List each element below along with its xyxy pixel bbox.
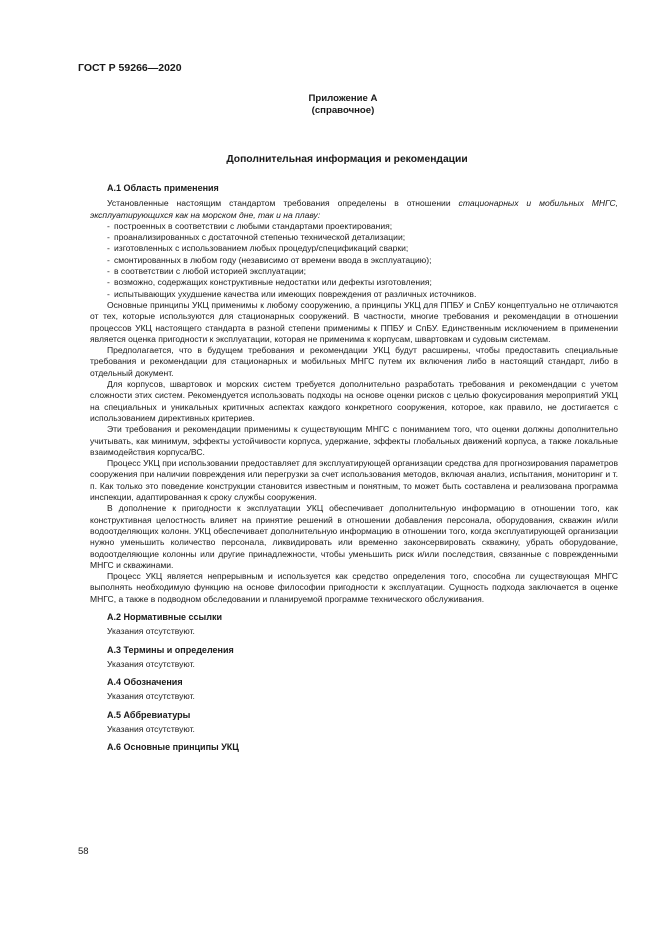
subsection-a5 bbox=[90, 710, 618, 736]
list-item: - построенных в соответствии с любыми стандартами проектирования; bbox=[107, 221, 618, 232]
document-body bbox=[90, 183, 618, 757]
paragraph: В дополнение к пригодности к эксплуатации УКЦ обеспечивает дополнительную информацию в отношении того, как конструктивная целостность влияет на принятие решений в отношении добавления персонала, оборудования, скважин и/или водоотделяющих колонн. УКЦ обеспечивает дополнительную информацию в отношении того, когда эксплуатирующей организации нужно уменьшить количество персонала, ликвидировать или временно законсервировать скважину, убрать оборудование, водоотделяющие колонны или другие принадлежности, чтобы уменьшить риск и/или последствия, связанные с поврежденными МНГС и скважинами. bbox=[90, 503, 618, 570]
paragraph: Основные принципы УКЦ применимы к любому сооружению, а принципы УКЦ для ППБУ и СпБУ концептуально не отличаются от тех, которые используются для стационарных сооружений. В частности, многие требования и рекомендации в отношении процессов УКЦ настоящего стандарта в разной степени применимы к ППБУ и СпБУ. Единственным исключением в применении является оценка пригодности к эксплуатации, которая не применима к корпусам, швартовкам и судовым системам. bbox=[90, 299, 618, 344]
list-item: - изготовленных с использованием любых процедур/спецификаций сварки; bbox=[107, 243, 618, 254]
subsection-a6 bbox=[90, 742, 618, 753]
appendix-note: (справочное) bbox=[311, 105, 375, 116]
appendix-label: Приложение А bbox=[308, 93, 378, 104]
list-item: - смонтированных в любом году (независимо от времени ввода в эксплуатацию); bbox=[107, 255, 618, 266]
intro-italic-text: стационарных и мобильных МНГС, эксплуатирующихся как на морском дне, так и на плаву: bbox=[90, 198, 618, 220]
subsection-heading: А.4 Обозначения bbox=[107, 677, 183, 688]
paragraph: Процесс УКЦ является непрерывным и используется как средство определения того, способна ли существующая МНГС выполнять необходимую функцию на основе философии пригодности к эксплуатации. Сущность подхода заключается в оценке МНГС, а также в подводном обследовании и планируемой программе технического обслуживания. bbox=[90, 571, 618, 604]
subsection-text: Указания отсутствуют. bbox=[107, 724, 195, 735]
page-number: 58 bbox=[78, 846, 89, 857]
intro-text: Установленные настоящим стандартом требования определены в отношении bbox=[107, 198, 459, 209]
paragraph: Процесс УКЦ при использовании предоставляет для эксплуатирующей организации средства для прогнозирования параметров сооружения при наличии повреждения или перегрузки за счет использования методов, включая анализ, испытания, мониторинг и т. п. Как только это поведение конструкции становится известным и понятным, то может быть составлена и реализована программа инспекции, адаптированная к сроку службы сооружения. bbox=[90, 458, 618, 503]
subsection-heading: А.6 Основные принципы УКЦ bbox=[107, 742, 239, 753]
section-a1-intro bbox=[90, 198, 618, 221]
paragraph: Предполагается, что в будущем требования и рекомендации УКЦ будут расширены, чтобы предоставить специальные требования и рекомендации для стационарных и мобильных МНГС путем их включения либо в настоящий стандарт, либо в отдельный документ. bbox=[90, 345, 618, 378]
list-item: - испытывающих ухудшение качества или имеющих повреждения от различных источников. bbox=[107, 289, 618, 300]
subsection-text: Указания отсутствуют. bbox=[107, 658, 195, 669]
list-item: - возможно, содержащих конструктивные недостатки или дефекты изготовления; bbox=[107, 277, 618, 288]
section-a1-heading: А.1 Область применения bbox=[107, 183, 219, 193]
list-item: - в соответствии с любой историей эксплуатации; bbox=[107, 266, 618, 277]
subsection-text: Указания отсутствуют. bbox=[107, 691, 195, 702]
subsection-heading: А.5 Аббревиатуры bbox=[107, 709, 191, 720]
subsection-heading: А.3 Термины и определения bbox=[107, 644, 234, 655]
appendix-heading bbox=[0, 93, 661, 117]
subsection-heading: А.2 Нормативные ссылки bbox=[107, 611, 222, 622]
list-item: - проанализированных с достаточной степенью технической детализации; bbox=[107, 232, 618, 243]
document-code: ГОСТ Р 59266—2020 bbox=[78, 62, 182, 74]
subsection-text: Указания отсутствуют. bbox=[107, 626, 195, 637]
applicability-list bbox=[90, 221, 618, 300]
paragraph: Эти требования и рекомендации применимы к существующим МНГС с пониманием того, что оценки должны дополнительно учитывать, как минимум, эффекты устойчивости корпуса, удержание, эффекты глобальных движений корпуса, а также локальные взаимодействия корпуса/ВС. bbox=[90, 424, 618, 457]
subsection-a4 bbox=[90, 677, 618, 703]
subsection-a2 bbox=[90, 612, 618, 638]
section-title: Дополнительная информация и рекомендации bbox=[226, 154, 468, 165]
paragraph: Для корпусов, швартовок и морских систем требуется дополнительно разработать требования и рекомендации с учетом сложности этих систем. Рекомендуется использовать подходы на основе оценки рисков с целью фокусирования мероприятий УКЦ на специальных и уникальных критичных аспектах каждого конкретного сооружения, которое, как правило, не достигается с использованием директивных критериев. bbox=[90, 379, 618, 423]
subsection-a3 bbox=[90, 645, 618, 671]
